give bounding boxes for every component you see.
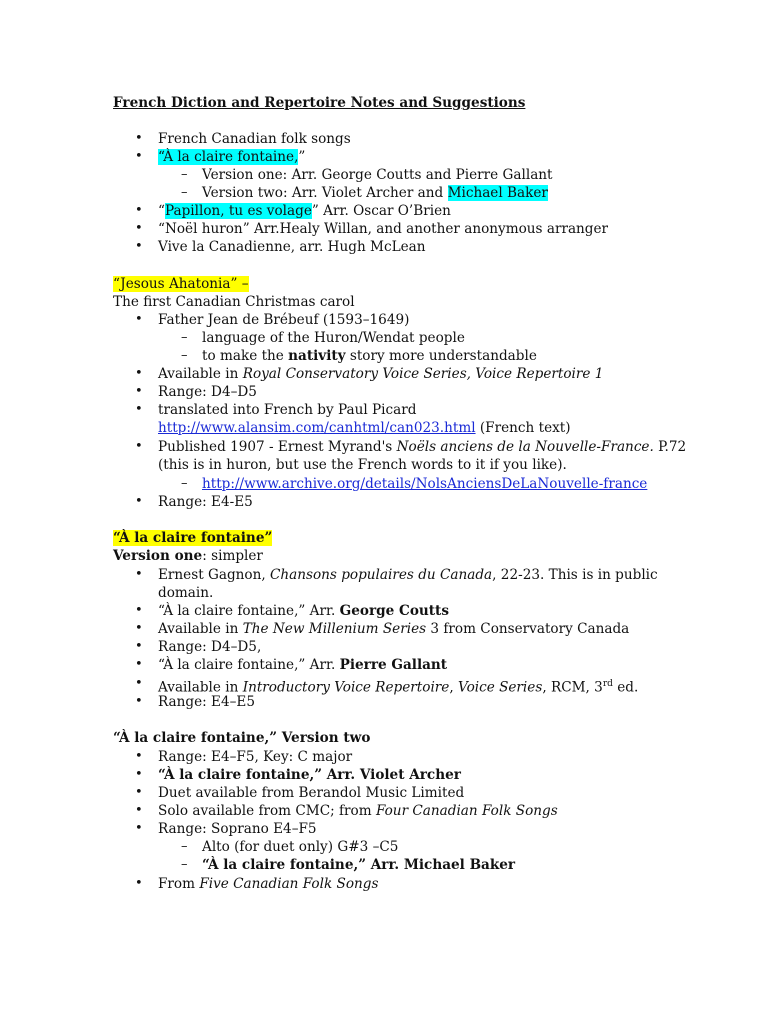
list-item: Duet available from Berandol Music Limited — [158, 785, 465, 801]
bullet-icon: • — [135, 767, 143, 782]
list-item: Range: E4–E5 — [158, 694, 255, 710]
bullet-icon: • — [135, 676, 143, 691]
sub-list-item: Alto (for duet only) G#3 –C5 — [202, 839, 399, 855]
section-heading: “À la claire fontaine,” Version two — [113, 730, 371, 746]
bullet-icon: • — [135, 876, 143, 891]
list-item-continuation: domain. — [158, 585, 214, 601]
bullet-icon: • — [135, 621, 143, 636]
sub-list-item: language of the Huron/Wendat people — [202, 330, 465, 346]
dash-icon: – — [181, 167, 188, 182]
dash-icon: – — [181, 476, 188, 491]
sub-list-item: Version two: Arr. Violet Archer and Michael Baker — [202, 185, 548, 201]
bullet-icon: • — [135, 239, 143, 254]
archive-link[interactable]: http://www.archive.org/details/NolsAnciensDeLaNouvelle-france — [202, 476, 648, 492]
bullet-icon: • — [135, 639, 143, 654]
dash-icon: – — [181, 330, 188, 345]
bullet-icon: • — [135, 749, 143, 764]
list-item: “Papillon, tu es volage” Arr. Oscar O’Brien — [158, 203, 451, 219]
list-item: From Five Canadian Folk Songs — [158, 876, 379, 892]
bullet-icon: • — [135, 366, 143, 381]
list-item: Available in Royal Conservatory Voice Series, Voice Repertoire 1 — [158, 366, 604, 382]
sub-list-item: Version one: Arr. George Coutts and Pierre Gallant — [202, 167, 553, 183]
section-heading: “À la claire fontaine” — [113, 530, 273, 546]
list-item: Vive la Canadienne, arr. Hugh McLean — [158, 239, 426, 255]
bullet-icon: • — [135, 384, 143, 399]
bullet-icon: • — [135, 821, 143, 836]
list-item: “À la claire fontaine,” Arr. George Coutts — [158, 603, 449, 619]
dash-icon: – — [181, 839, 188, 854]
list-item: “À la claire fontaine,” Arr. Pierre Gallant — [158, 657, 448, 673]
bullet-icon: • — [135, 312, 143, 327]
sub-list-item: “À la claire fontaine,” Arr. Michael Baker — [202, 857, 516, 873]
list-item: French Canadian folk songs — [158, 131, 351, 147]
list-item: Available in Introductory Voice Repertoire, Voice Series, RCM, 3rd ed. — [158, 679, 639, 696]
bullet-icon: • — [135, 149, 143, 164]
bullet-icon: • — [135, 567, 143, 582]
section-intro: The first Canadian Christmas carol — [113, 294, 355, 310]
bullet-icon: • — [135, 221, 143, 236]
bullet-icon: • — [135, 785, 143, 800]
bullet-icon: • — [135, 494, 143, 509]
list-item: Solo available from CMC; from Four Canadian Folk Songs — [158, 803, 558, 819]
highlighted-text: Michael Baker — [447, 185, 548, 201]
dash-icon: – — [181, 348, 188, 363]
bullet-icon: • — [135, 694, 143, 709]
list-item: Range: D4–D5 — [158, 384, 257, 400]
bullet-icon: • — [135, 131, 143, 146]
bullet-icon: • — [135, 439, 143, 454]
sub-list-item — [202, 475, 647, 493]
bullet-icon: • — [135, 657, 143, 672]
list-item: Ernest Gagnon, Chansons populaires du Canada, 22-23. This is in public — [158, 567, 658, 583]
bullet-icon: • — [135, 402, 143, 417]
list-item: “À la claire fontaine,” Arr. Violet Archer — [158, 767, 461, 783]
list-item: Range: E4-E5 — [158, 494, 253, 510]
sub-list-item: to make the nativity story more understandable — [202, 348, 537, 364]
version-label: Version one: simpler — [113, 548, 263, 564]
bullet-icon: • — [135, 803, 143, 818]
document-title: French Diction and Repertoire Notes and Suggestions — [113, 95, 526, 111]
list-item: Range: E4–F5, Key: C major — [158, 749, 353, 765]
alansim-link[interactable]: http://www.alansim.com/canhtml/can023.html — [158, 420, 476, 436]
list-item: “À la claire fontaine,” — [158, 149, 306, 165]
highlighted-text: Papillon, tu es volage — [164, 203, 312, 219]
highlighted-text: “À la claire fontaine, — [158, 149, 299, 165]
list-item-continuation: (this is in huron, but use the French words to it if you like). — [158, 457, 567, 473]
list-item: “Noël huron” Arr.Healy Willan, and another anonymous arranger — [158, 221, 609, 237]
section-heading: “Jesous Ahatonia” – — [113, 276, 249, 292]
dash-icon: – — [181, 857, 188, 872]
list-item: Father Jean de Brébeuf (1593–1649) — [158, 312, 410, 328]
list-item: Available in The New Millenium Series 3 from Conservatory Canada — [158, 621, 630, 637]
bullet-icon: • — [135, 603, 143, 618]
list-item-continuation: http://www.alansim.com/canhtml/can023.html (French text) — [158, 420, 571, 436]
bullet-icon: • — [135, 203, 143, 218]
dash-icon: – — [181, 185, 188, 200]
list-item: Range: D4–D5, — [158, 639, 262, 655]
list-item: translated into French by Paul Picard — [158, 402, 417, 418]
list-item: Range: Soprano E4–F5 — [158, 821, 317, 837]
list-item: Published 1907 - Ernest Myrand's Noëls anciens de la Nouvelle-France. P.72 — [158, 439, 687, 455]
